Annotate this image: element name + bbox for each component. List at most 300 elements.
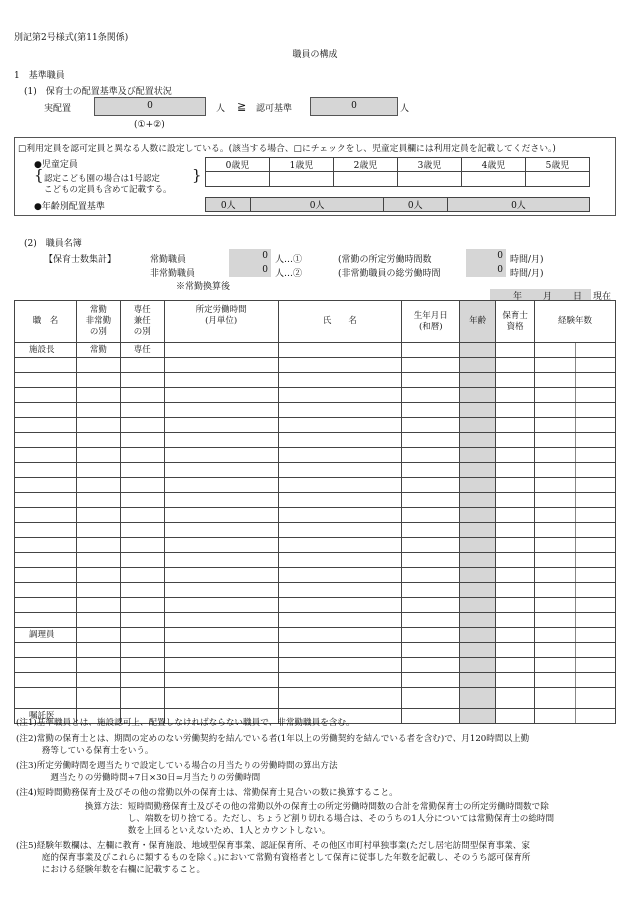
table-cell[interactable] (535, 388, 576, 403)
table-cell[interactable] (460, 538, 496, 553)
table-cell[interactable] (535, 598, 576, 613)
table-cell[interactable] (120, 658, 164, 673)
table-cell[interactable] (15, 673, 77, 688)
table-cell[interactable] (460, 568, 496, 583)
table-cell[interactable] (76, 478, 120, 493)
table-cell[interactable] (402, 478, 460, 493)
table-cell[interactable] (402, 493, 460, 508)
header-age: 年齢 (460, 301, 496, 343)
table-cell[interactable] (535, 628, 576, 643)
table-cell[interactable] (15, 583, 77, 598)
table-cell[interactable] (460, 688, 496, 709)
table-cell[interactable] (278, 358, 402, 373)
table-cell[interactable] (535, 553, 576, 568)
table-cell[interactable] (402, 388, 460, 403)
table-cell[interactable] (15, 418, 77, 433)
note-line: 週当たりの労働時間÷7日×30日=月当たりの労働時間 (16, 773, 261, 783)
table-cell[interactable] (15, 688, 77, 709)
table-cell[interactable] (576, 478, 616, 493)
table-cell[interactable] (164, 643, 278, 658)
table-cell[interactable] (164, 628, 278, 643)
table-cell[interactable] (76, 688, 120, 709)
table-cell[interactable] (15, 373, 77, 388)
table-cell[interactable] (278, 463, 402, 478)
table-cell[interactable] (460, 709, 496, 724)
table-cell[interactable] (576, 403, 616, 418)
table-cell[interactable] (164, 403, 278, 418)
table-cell[interactable] (164, 508, 278, 523)
table-cell[interactable]: 常勤 (76, 343, 120, 358)
table-cell[interactable] (15, 553, 77, 568)
table-cell[interactable] (576, 343, 616, 358)
table-cell[interactable] (120, 538, 164, 553)
table-cell[interactable] (496, 658, 535, 673)
table-cell[interactable] (164, 343, 278, 358)
table-cell[interactable] (120, 373, 164, 388)
table-cell[interactable] (15, 478, 77, 493)
table-cell[interactable] (496, 598, 535, 613)
table-cell[interactable] (460, 628, 496, 643)
table-cell[interactable] (120, 583, 164, 598)
table-cell[interactable] (76, 598, 120, 613)
table-cell[interactable] (278, 433, 402, 448)
age-header: 4歳児 (462, 158, 526, 172)
table-cell[interactable] (76, 673, 120, 688)
age-capacity-cell[interactable] (526, 172, 590, 187)
table-cell[interactable] (278, 568, 402, 583)
table-cell[interactable] (120, 523, 164, 538)
table-cell[interactable] (15, 493, 77, 508)
table-cell[interactable]: 嘱託医 (15, 709, 77, 724)
header-name: 氏 名 (278, 301, 402, 343)
table-cell[interactable] (402, 643, 460, 658)
table-cell[interactable] (496, 709, 535, 724)
table-row (15, 463, 616, 478)
table-cell[interactable] (496, 688, 535, 709)
table-cell[interactable] (576, 673, 616, 688)
table-cell[interactable] (460, 478, 496, 493)
table-cell[interactable] (576, 463, 616, 478)
table-cell[interactable] (460, 358, 496, 373)
formula-note: (①+②) (134, 120, 165, 130)
table-cell[interactable] (576, 373, 616, 388)
table-cell[interactable] (15, 658, 77, 673)
table-cell[interactable] (535, 433, 576, 448)
table-cell[interactable] (496, 373, 535, 388)
table-cell[interactable] (15, 448, 77, 463)
table-cell[interactable] (164, 478, 278, 493)
table-cell[interactable] (460, 508, 496, 523)
table-cell[interactable] (576, 568, 616, 583)
capacity-notice: □利用定員を認可定員と異なる人数に設定している。(該当する場合、□にチェックをし、児童定員欄には利用定員を記載してください。) (18, 144, 556, 154)
table-cell[interactable] (76, 388, 120, 403)
table-row (15, 448, 616, 463)
table-cell[interactable] (460, 463, 496, 478)
table-cell[interactable] (278, 448, 402, 463)
table-cell[interactable] (460, 433, 496, 448)
table-cell[interactable] (278, 388, 402, 403)
table-cell[interactable] (278, 688, 402, 709)
children-label: ●児童定員 (34, 160, 78, 170)
table-cell[interactable] (535, 478, 576, 493)
table-cell[interactable] (576, 433, 616, 448)
table-cell[interactable] (278, 613, 402, 628)
table-cell[interactable] (496, 613, 535, 628)
table-cell[interactable] (164, 433, 278, 448)
table-row (15, 628, 616, 643)
table-cell[interactable] (576, 508, 616, 523)
date-suffix: 現在 (593, 292, 612, 302)
note-line: し、端数を切り捨てる。ただし、ちょうど割り切れる場合は、そのうちの1人分については常勤保育士の総時間 (16, 814, 555, 824)
table-cell[interactable] (402, 583, 460, 598)
table-cell[interactable] (535, 403, 576, 418)
table-cell[interactable] (496, 538, 535, 553)
table-cell[interactable] (278, 478, 402, 493)
age-capacity-cell[interactable] (398, 172, 462, 187)
table-cell[interactable] (120, 568, 164, 583)
page-title: 職員の構成 (292, 50, 338, 60)
table-cell[interactable] (76, 493, 120, 508)
table-cell[interactable] (120, 418, 164, 433)
table-cell[interactable] (576, 658, 616, 673)
table-cell[interactable] (535, 523, 576, 538)
table-cell[interactable] (164, 673, 278, 688)
table-cell[interactable] (496, 448, 535, 463)
table-cell[interactable] (535, 358, 576, 373)
table-cell[interactable] (76, 373, 120, 388)
table-cell[interactable] (120, 613, 164, 628)
table-cell[interactable] (15, 568, 77, 583)
table-cell[interactable] (278, 493, 402, 508)
age-capacity-cell[interactable] (334, 172, 398, 187)
table-cell[interactable] (164, 493, 278, 508)
table-cell[interactable] (402, 709, 460, 724)
table-cell[interactable] (278, 343, 402, 358)
table-cell[interactable] (496, 523, 535, 538)
table-row (15, 598, 616, 613)
ft-hours-label: (常勤の所定労働時間数 (338, 255, 432, 265)
table-cell[interactable] (164, 613, 278, 628)
table-cell[interactable] (15, 463, 77, 478)
table-cell[interactable] (402, 568, 460, 583)
table-cell[interactable] (278, 673, 402, 688)
table-row (15, 688, 616, 709)
table-cell[interactable] (496, 403, 535, 418)
table-cell[interactable]: 施設長 (15, 343, 77, 358)
table-cell[interactable] (15, 358, 77, 373)
table-cell[interactable] (535, 658, 576, 673)
table-row (15, 358, 616, 373)
table-row (15, 583, 616, 598)
table-cell[interactable] (164, 568, 278, 583)
table-cell[interactable] (535, 613, 576, 628)
age-header: 1歳児 (270, 158, 334, 172)
table-cell[interactable]: 専任 (120, 343, 164, 358)
table-cell[interactable] (120, 358, 164, 373)
table-cell[interactable] (576, 418, 616, 433)
table-row (15, 553, 616, 568)
table-cell[interactable] (15, 508, 77, 523)
table-cell[interactable] (535, 673, 576, 688)
table-cell[interactable] (576, 709, 616, 724)
table-cell[interactable] (120, 628, 164, 643)
actual-value-field[interactable]: 0 (94, 97, 206, 116)
table-cell[interactable] (164, 538, 278, 553)
note-line: 換算方法：短時間勤務保育士及びその他の常勤以外の保育士の所定労働時間数の合計を常勤保育士の所定労働時間数で除 (16, 802, 549, 812)
table-cell[interactable] (535, 538, 576, 553)
age-capacity-cell[interactable] (206, 172, 270, 187)
table-cell[interactable] (535, 463, 576, 478)
table-cell[interactable] (278, 658, 402, 673)
table-cell[interactable] (120, 508, 164, 523)
table-cell[interactable] (460, 673, 496, 688)
table-cell[interactable] (76, 403, 120, 418)
table-cell[interactable] (576, 598, 616, 613)
table-cell[interactable] (576, 538, 616, 553)
table-cell[interactable] (460, 553, 496, 568)
parttime-label: 非常勤職員 (150, 269, 196, 279)
table-cell[interactable] (496, 433, 535, 448)
table-cell[interactable] (76, 523, 120, 538)
table-cell[interactable] (120, 403, 164, 418)
table-cell[interactable] (120, 463, 164, 478)
table-cell[interactable] (278, 418, 402, 433)
table-cell[interactable] (402, 658, 460, 673)
table-cell[interactable] (402, 613, 460, 628)
table-cell[interactable] (120, 553, 164, 568)
table-cell[interactable] (120, 433, 164, 448)
table-cell[interactable] (496, 478, 535, 493)
table-cell[interactable] (460, 373, 496, 388)
table-cell[interactable] (278, 628, 402, 643)
table-cell[interactable] (496, 463, 535, 478)
table-cell[interactable] (460, 658, 496, 673)
conversion-note: ※常勤換算後 (176, 282, 231, 292)
table-cell[interactable] (496, 673, 535, 688)
table-cell[interactable] (76, 658, 120, 673)
parttime-unit: 人…② (275, 269, 303, 279)
table-cell[interactable] (76, 358, 120, 373)
table-cell[interactable] (402, 358, 460, 373)
table-cell[interactable] (535, 568, 576, 583)
table-row (15, 538, 616, 553)
table-cell[interactable] (76, 508, 120, 523)
table-cell[interactable] (576, 493, 616, 508)
table-cell[interactable] (278, 403, 402, 418)
note-line: (注4)短時間勤務保育士及びその他の常勤以外の保育士は、常勤保育士見合いの数に換算すること。 (16, 788, 398, 798)
table-cell[interactable] (402, 403, 460, 418)
table-cell[interactable] (15, 643, 77, 658)
table-cell[interactable] (496, 418, 535, 433)
table-cell[interactable] (15, 403, 77, 418)
table-cell[interactable] (402, 538, 460, 553)
age-capacity-cell[interactable] (270, 172, 334, 187)
table-cell[interactable] (535, 373, 576, 388)
table-cell[interactable] (535, 643, 576, 658)
table-cell[interactable] (76, 613, 120, 628)
table-cell[interactable] (402, 463, 460, 478)
table-cell[interactable] (15, 523, 77, 538)
table-cell[interactable] (120, 643, 164, 658)
parttime-value[interactable]: 0 (229, 263, 271, 277)
table-cell[interactable] (402, 523, 460, 538)
table-cell[interactable] (576, 583, 616, 598)
table-cell[interactable] (164, 658, 278, 673)
table-cell[interactable] (402, 373, 460, 388)
age-standard-value: 0人 (251, 198, 383, 212)
table-cell[interactable] (496, 388, 535, 403)
table-cell[interactable] (120, 673, 164, 688)
table-cell[interactable] (460, 388, 496, 403)
table-cell[interactable] (15, 598, 77, 613)
table-cell[interactable] (402, 508, 460, 523)
table-cell[interactable] (460, 343, 496, 358)
table-cell[interactable] (460, 613, 496, 628)
table-cell[interactable] (576, 613, 616, 628)
note-line: における経験年数を右欄に記載すること。 (16, 865, 206, 875)
table-cell[interactable] (402, 343, 460, 358)
table-cell[interactable] (496, 628, 535, 643)
table-cell[interactable] (496, 358, 535, 373)
table-cell[interactable] (76, 448, 120, 463)
table-cell[interactable]: 調理員 (15, 628, 77, 643)
table-cell[interactable] (496, 508, 535, 523)
table-cell[interactable] (164, 388, 278, 403)
table-cell[interactable] (460, 583, 496, 598)
pt-hours-value[interactable]: 0 (466, 263, 506, 277)
table-cell[interactable] (164, 583, 278, 598)
note-line: (注5)経験年数欄は、左欄に教育・保育施設、地域型保育事業、認証保育所、その他区市町村単独事業(ただし居宅訪問型保育事業、家 (16, 841, 530, 851)
table-cell[interactable] (460, 448, 496, 463)
table-cell[interactable] (120, 598, 164, 613)
table-cell[interactable] (15, 388, 77, 403)
table-cell[interactable] (76, 463, 120, 478)
table-cell[interactable] (535, 508, 576, 523)
table-cell[interactable] (76, 433, 120, 448)
table-cell[interactable] (576, 358, 616, 373)
date-month-label: 月 (543, 292, 553, 302)
table-cell[interactable] (535, 418, 576, 433)
table-row (15, 643, 616, 658)
table-cell[interactable] (576, 688, 616, 709)
table-cell[interactable] (164, 358, 278, 373)
table-cell[interactable] (120, 388, 164, 403)
table-row (15, 508, 616, 523)
right-brace: } (192, 166, 202, 184)
table-cell[interactable] (76, 538, 120, 553)
table-cell[interactable] (535, 688, 576, 709)
table-cell[interactable] (278, 583, 402, 598)
section1-sub: (1) 保育士の配置基準及び配置状況 (24, 87, 172, 97)
table-cell[interactable] (460, 493, 496, 508)
table-cell[interactable] (76, 643, 120, 658)
table-cell[interactable] (460, 598, 496, 613)
age-capacity-cell[interactable] (462, 172, 526, 187)
table-cell[interactable] (576, 628, 616, 643)
table-cell[interactable] (535, 448, 576, 463)
table-cell[interactable] (76, 418, 120, 433)
table-cell[interactable] (576, 448, 616, 463)
table-cell[interactable] (576, 523, 616, 538)
table-cell[interactable] (278, 508, 402, 523)
table-cell[interactable] (496, 493, 535, 508)
table-row (15, 403, 616, 418)
standard-value-field[interactable]: 0 (310, 97, 398, 116)
table-cell[interactable] (576, 553, 616, 568)
table-cell[interactable] (402, 673, 460, 688)
age-standard-table (205, 197, 590, 212)
table-row (15, 568, 616, 583)
table-cell[interactable] (402, 598, 460, 613)
note-line: (注2)常勤の保育士とは、期間の定めのない労働契約を結んでいる者(1年以上の労働契約を結んでいる者を含む)で、月120時間以上勤 (16, 734, 530, 744)
table-cell[interactable] (496, 568, 535, 583)
table-row (15, 478, 616, 493)
table-cell[interactable] (402, 418, 460, 433)
table-cell[interactable] (76, 568, 120, 583)
table-cell[interactable] (496, 643, 535, 658)
table-cell[interactable] (120, 688, 164, 709)
table-cell[interactable] (76, 583, 120, 598)
table-cell[interactable] (402, 688, 460, 709)
table-cell[interactable] (278, 598, 402, 613)
table-cell[interactable] (278, 643, 402, 658)
table-cell[interactable] (535, 493, 576, 508)
table-cell[interactable] (15, 433, 77, 448)
table-cell[interactable] (278, 538, 402, 553)
table-cell[interactable] (278, 373, 402, 388)
table-cell[interactable] (496, 343, 535, 358)
table-cell[interactable] (164, 523, 278, 538)
table-cell[interactable] (402, 628, 460, 643)
table-cell[interactable] (15, 538, 77, 553)
note-line: 庭的保育事業及びこれらに類するものを除く。)において常勤有資格者として保育に従事した年数を記載し、そのうち認可保育所 (16, 853, 531, 863)
table-cell[interactable] (164, 373, 278, 388)
table-cell[interactable] (402, 448, 460, 463)
table-cell[interactable] (576, 388, 616, 403)
table-cell[interactable] (576, 643, 616, 658)
standard-label: 認可基準 (256, 104, 293, 114)
table-cell[interactable] (15, 613, 77, 628)
table-cell[interactable] (460, 418, 496, 433)
table-cell[interactable] (402, 553, 460, 568)
table-cell[interactable] (535, 343, 576, 358)
table-cell[interactable] (402, 433, 460, 448)
table-cell[interactable] (164, 463, 278, 478)
table-cell[interactable] (496, 583, 535, 598)
table-cell[interactable] (535, 583, 576, 598)
table-cell[interactable] (120, 493, 164, 508)
table-cell[interactable] (460, 643, 496, 658)
table-cell[interactable] (164, 598, 278, 613)
table-cell[interactable] (164, 553, 278, 568)
table-cell[interactable] (278, 553, 402, 568)
table-cell[interactable] (120, 478, 164, 493)
fulltime-value[interactable]: 0 (229, 249, 271, 263)
table-cell[interactable] (535, 709, 576, 724)
table-cell[interactable] (496, 553, 535, 568)
table-cell[interactable] (164, 448, 278, 463)
ft-hours-value[interactable]: 0 (466, 249, 506, 263)
header-hours: 所定労働時間 (月単位) (164, 301, 278, 343)
table-cell[interactable] (278, 523, 402, 538)
table-cell[interactable] (164, 688, 278, 709)
table-cell[interactable] (76, 553, 120, 568)
table-cell[interactable] (460, 403, 496, 418)
table-cell[interactable] (460, 523, 496, 538)
table-cell[interactable] (120, 448, 164, 463)
table-cell[interactable] (164, 418, 278, 433)
table-cell[interactable] (76, 628, 120, 643)
